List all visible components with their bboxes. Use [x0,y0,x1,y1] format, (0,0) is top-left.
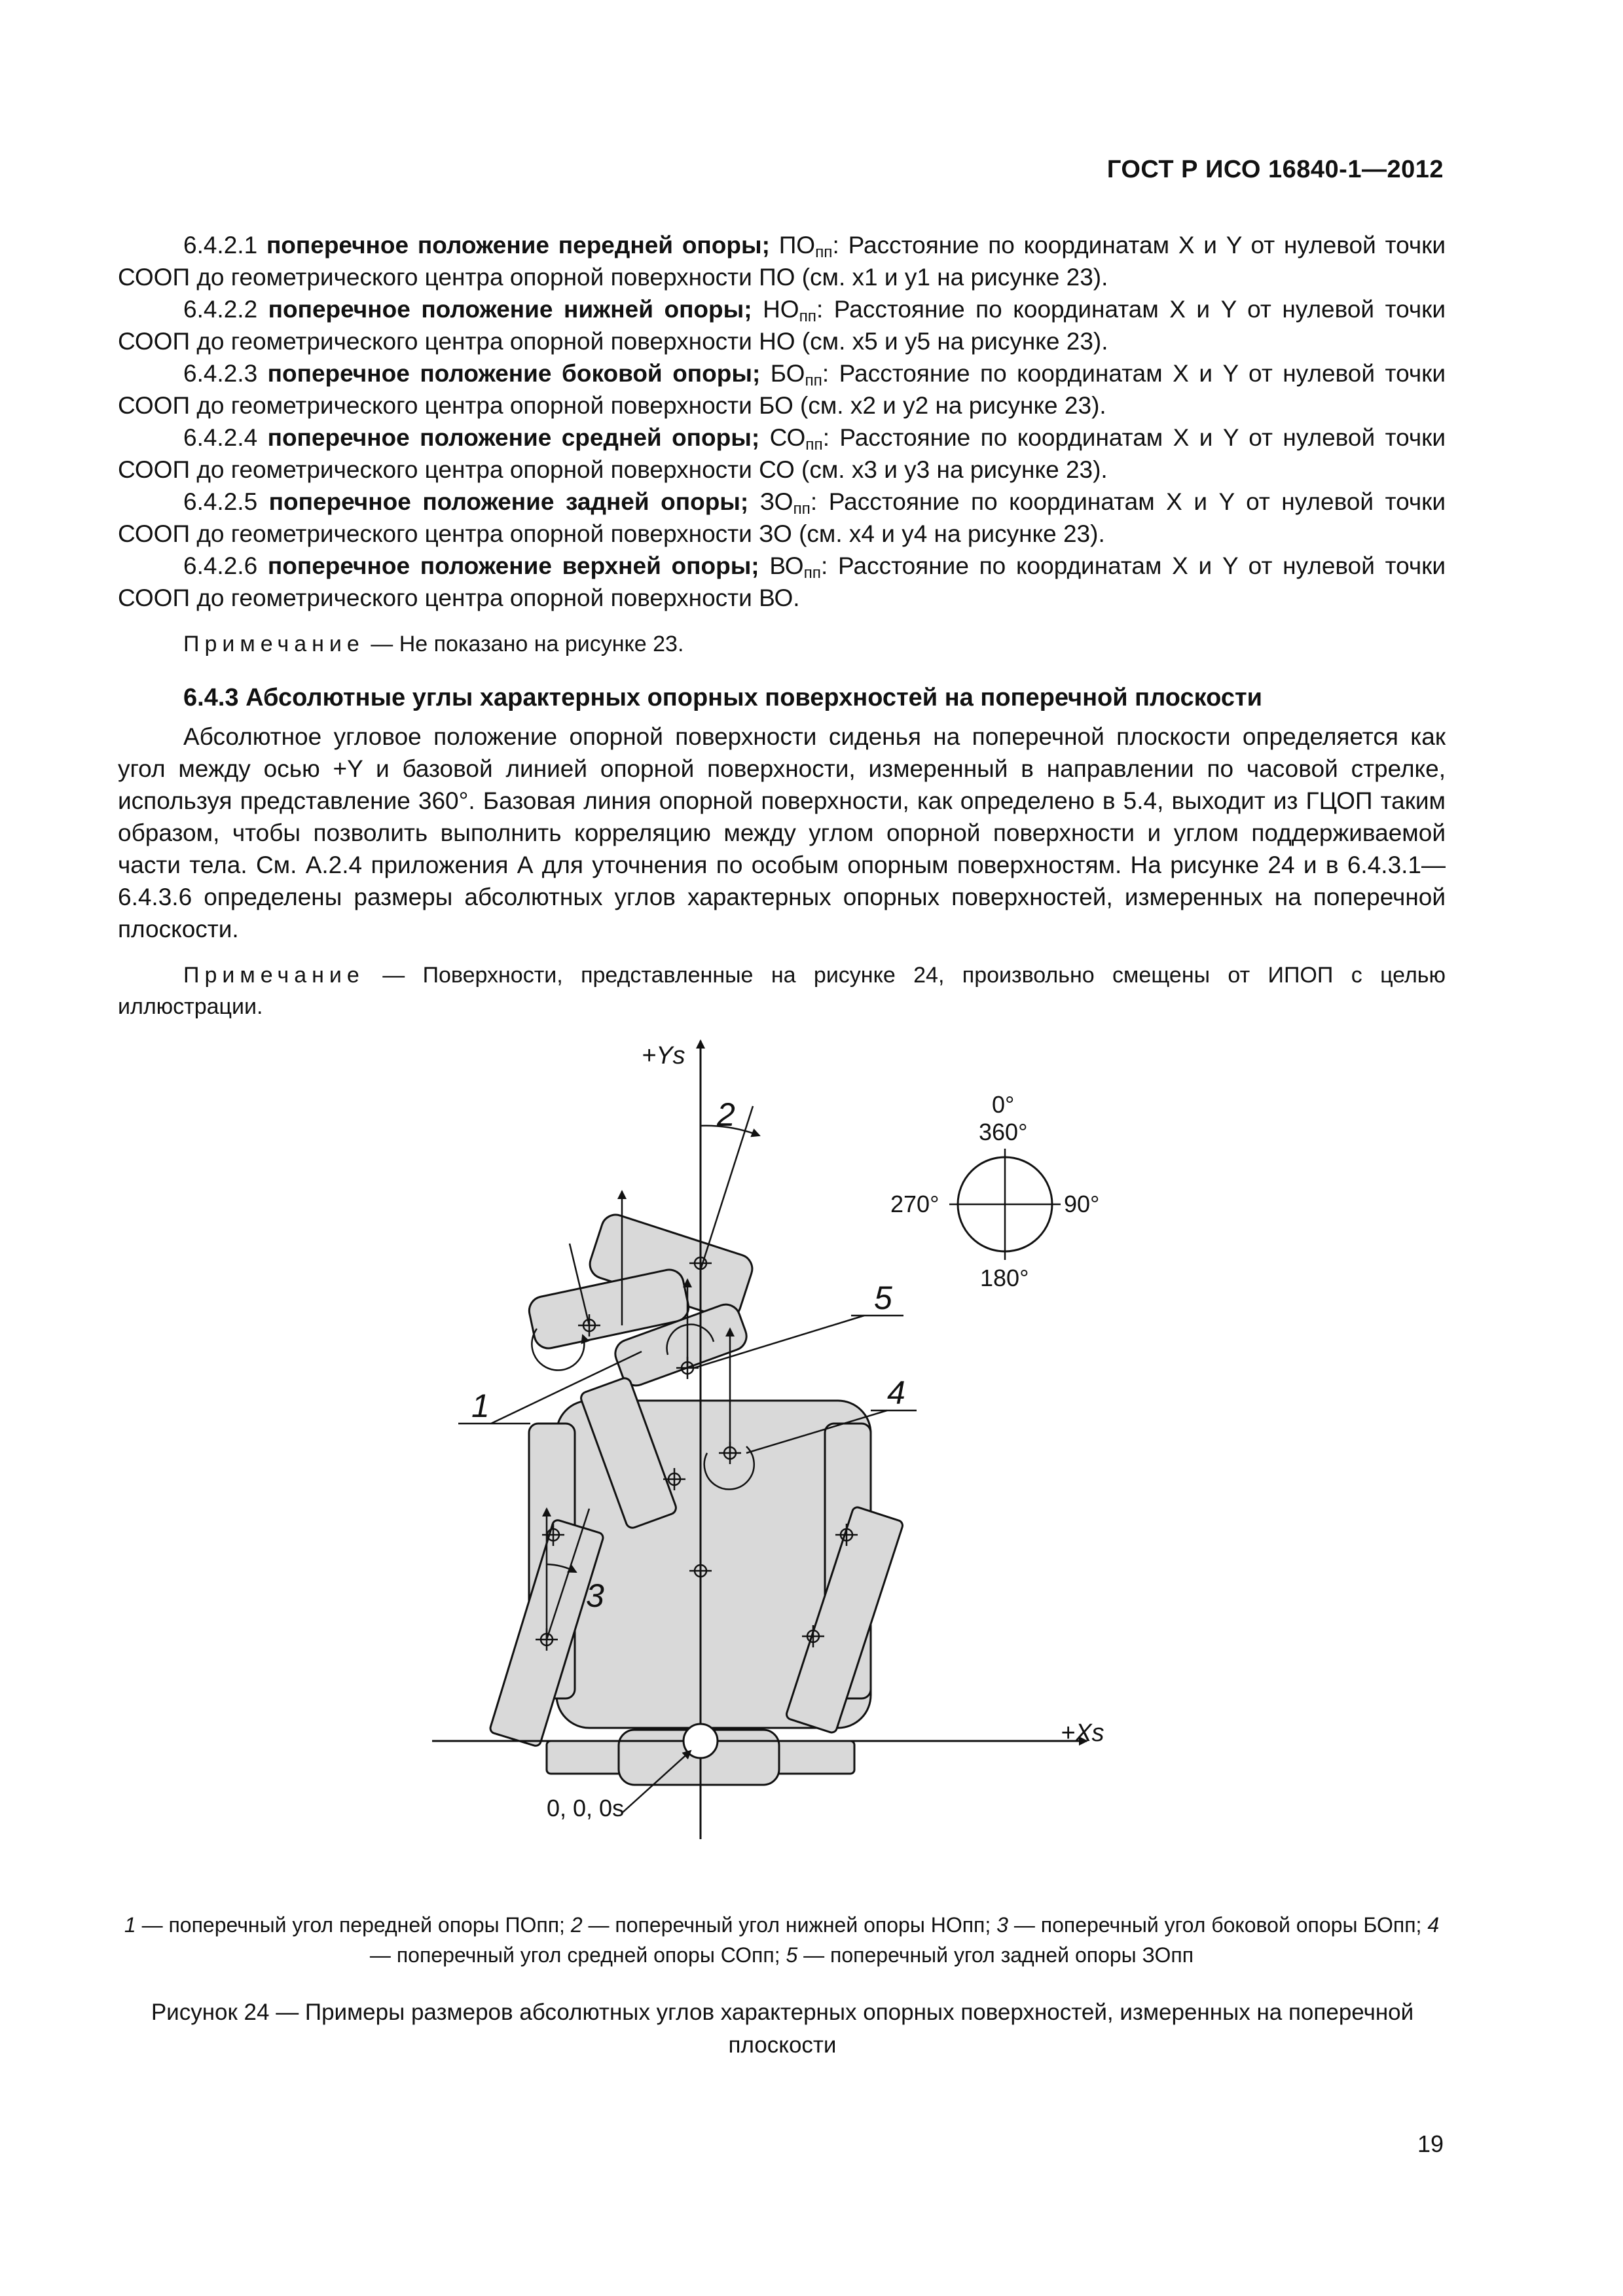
note-2-text: — Поверхности, представленные на рисунке 24, произвольно смещены от ИПОП с целью иллюстрации. [118,963,1446,1019]
note-1-label: Примечание [183,632,365,656]
legend-number: 1 [124,1913,136,1937]
figure-legend [118,1910,1446,1970]
origin-label: 0, 0, 0s [547,1795,625,1821]
figure-caption: Рисунок 24 — Примеры размеров абсолютных углов характерных опорных поверхностей, измеренных на поперечной плоскости [151,2000,1414,2058]
definition-number: 6.4.2.6 [183,552,258,579]
legend-number: 3 [996,1913,1008,1937]
dial-90: 90° [1064,1191,1100,1217]
callout-3: 3 [586,1577,604,1614]
dial-360: 360° [979,1119,1028,1145]
definition-abbr-sub: пп [803,564,822,583]
definition-text: Расстояние по координатам X и Y от нулевой точки СООП до геометрического центра опорной поверхности НО (см. x5 и y5 на рисунке 23). [118,296,1446,355]
document-header: ГОСТ Р ИСО 16840-1—2012 [1106,156,1444,183]
definition-number: 6.4.2.3 [183,360,258,387]
dial-0: 0° [992,1091,1015,1118]
legend-item-3 [996,1913,1421,1937]
definition-6-4-2-4: 6.4.2.4 поперечное положение средней опоры; $СО_{пп}$: Расстояние по координатам X и Y от нулевой точки СООП до геометрического центра опорной поверхности СО (см. x3 и y3 на рисунке 23). [118,424,1446,483]
y-axis-label: +Ys [642,1042,685,1069]
legend-text: — поперечный угол боковой опоры БОпп; [1013,1913,1422,1937]
definition-number: 6.4.2.4 [183,424,258,451]
definition-abbr: ПО [778,232,816,259]
callout-5: 5 [874,1280,892,1316]
page-number: 19 [1417,2130,1444,2157]
definition-abbr-sub: пп [793,500,811,518]
legend-text: — поперечный угол нижней опоры НОпп; [588,1913,991,1937]
main-text [118,229,1446,1022]
figure-24 [432,1028,1185,1859]
definition-abbr-sub: пп [799,308,816,326]
section-title: 6.4.3 Абсолютные углы характерных опорных поверхностей на поперечной плоскости [183,684,1262,711]
legend-number: 5 [786,1943,798,1967]
legend-text: — поперечный угол задней опоры ЗОпп [803,1943,1194,1967]
definition-abbr-sub: пп [815,243,833,262]
legend-number: 4 [1427,1913,1440,1937]
definition-text: Расстояние по координатам X и Y от нулевой точки СООП до геометрического центра опорной поверхности ВО. [118,552,1446,611]
definition-term: поперечное положение нижней опоры; [268,296,752,323]
x-axis-label: +Xs [1061,1719,1104,1747]
callout-1: 1 [471,1388,490,1424]
definition-abbr: СО [769,424,806,451]
definition-abbr: ЗО [759,488,793,515]
dial-180: 180° [980,1265,1029,1291]
dial-270: 270° [890,1191,939,1217]
legend-text: — поперечный угол передней опоры ПОпп; [141,1913,565,1937]
legend-text: — поперечный угол средней опоры СОпп; [369,1943,780,1967]
note-1 [118,628,1446,660]
definition-6-4-2-6: 6.4.2.6 поперечное положение верхней опоры; $ВО_{пп}$: Расстояние по координатам X и Y от нулевой точки СООП до геометрического центра опорной поверхности ВО. [118,552,1446,611]
legend-item-5 [786,1943,1194,1967]
definition-text: Расстояние по координатам X и Y от нулевой точки СООП до геометрического центра опорной поверхности СО (см. x3 и y3 на рисунке 23). [118,424,1446,483]
definition-abbr-sub: пп [805,372,822,390]
legend-item-2 [571,1913,991,1937]
definition-term: поперечное положение боковой опоры; [267,360,761,387]
definition-term: поперечное положение верхней опоры; [267,552,759,579]
note-2 [118,960,1446,1022]
definitions-list [118,229,1446,614]
note-1-text: — Не показано на рисунке 23. [371,632,684,656]
legend-item-1 [124,1913,565,1937]
definition-number: 6.4.2.2 [183,296,258,323]
definition-number: 6.4.2.5 [183,488,258,515]
definition-term: поперечное положение задней опоры; [268,488,749,515]
definition-term: поперечное положение передней опоры; [266,232,770,259]
definition-term: поперечное положение средней опоры; [267,424,760,451]
definition-abbr-sub: пп [805,436,823,454]
definition-text: Расстояние по координатам X и Y от нулевой точки СООП до геометрического центра опорной поверхности ЗО (см. x4 и y4 на рисунке 23). [118,488,1446,547]
definition-abbr: ВО [769,552,804,579]
body-paragraph: Абсолютное угловое положение опорной поверхности сиденья на поперечной плоскости определяется как угол между осью +Y и базовой линией опорной поверхности, измеренный в направлении по часовой стрелке, используя представление 360°. Базовая линия опорной поверхности, как определено в 5.4, выходит из ГЦОП таким образом, чтобы позволить выполнить корреляцию между углом опорной поверхности и углом поддерживаемой части тела. См. А.2.4 приложения А для уточнения по особым опорным поверхностям. На рисунке 24 и в 6.4.3.1—6.4.3.6 определены размеры абсолютных углов характерных опорных поверхностей, измеренных на поперечной плоскости. [118,723,1446,942]
definition-6-4-2-1: 6.4.2.1 поперечное положение передней опоры; $ПО_{пп}$: Расстояние по координатам X и Y от нулевой точки СООП до геометрического центра опорной поверхности ПО (см. x1 и y1 на рисунке 23). [118,232,1446,291]
definition-text: Расстояние по координатам X и Y от нулевой точки СООП до геометрического центра опорной поверхности БО (см. x2 и y2 на рисунке 23). [118,360,1446,419]
callout-2: 2 [717,1096,735,1133]
definition-6-4-2-2: 6.4.2.2 поперечное положение нижней опоры; $НО_{пп}$: Расстояние по координатам X и Y от нулевой точки СООП до геометрического центра опорной поверхности НО (см. x5 и y5 на рисунке 23). [118,296,1446,355]
definition-text: Расстояние по координатам X и Y от нулевой точки СООП до геометрического центра опорной поверхности ПО (см. x1 и y1 на рисунке 23). [118,232,1446,291]
figure-diagram [432,1028,1185,1859]
definition-abbr: БО [770,360,805,387]
definition-abbr: НО [763,296,799,323]
legend-number: 2 [570,1913,583,1937]
note-2-label: Примечание [183,963,365,988]
definition-number: 6.4.2.1 [183,232,258,259]
definition-6-4-2-5: 6.4.2.5 поперечное положение задней опоры; $ЗО_{пп}$: Расстояние по координатам X и Y от нулевой точки СООП до геометрического центра опорной поверхности ЗО (см. x4 и y4 на рисунке 23). [118,488,1446,547]
definition-6-4-2-3: 6.4.2.3 поперечное положение боковой опоры; $БО_{пп}$: Расстояние по координатам X и Y от нулевой точки СООП до геометрического центра опорной поверхности БО (см. x2 и y2 на рисунке 23). [118,360,1446,419]
callout-4: 4 [887,1374,905,1411]
